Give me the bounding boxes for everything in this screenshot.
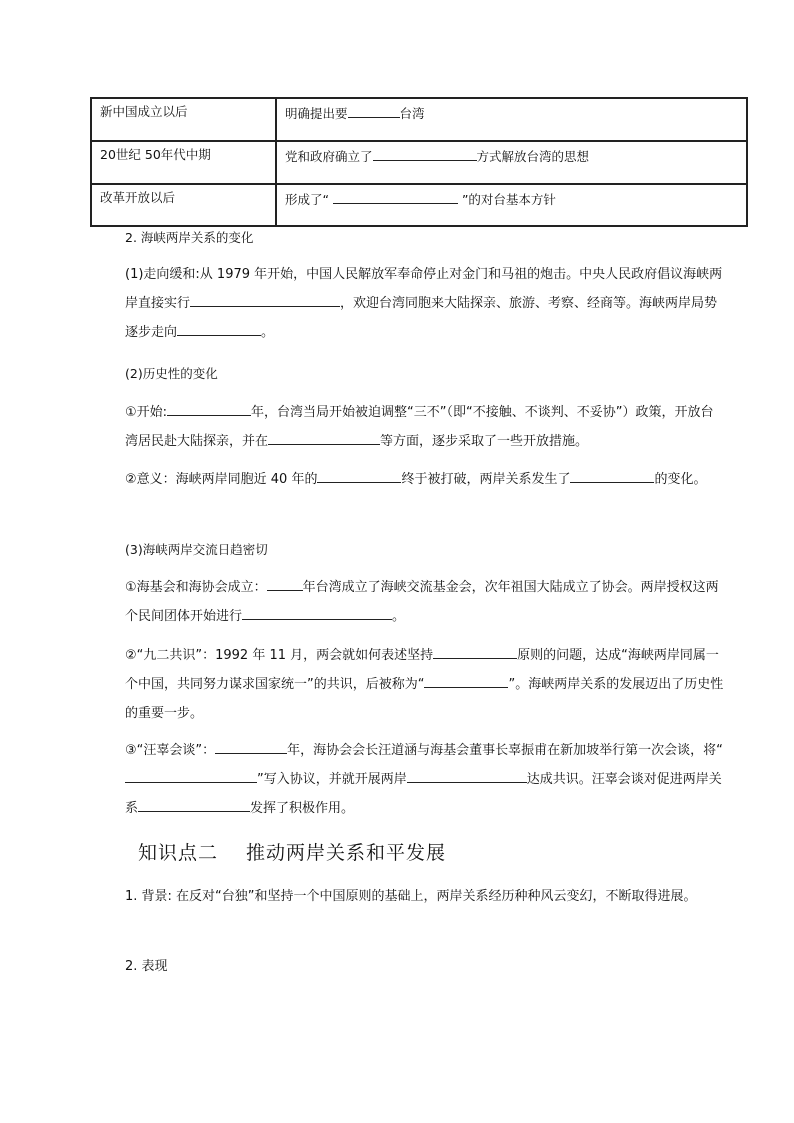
history-table <box>90 97 748 227</box>
table-row <box>91 98 747 141</box>
table-cell-content <box>276 141 747 184</box>
knowledge-point-title <box>138 838 446 865</box>
paragraph-text: 。 <box>392 609 406 624</box>
fill-blank[interactable] <box>190 292 340 307</box>
fill-blank[interactable] <box>373 146 477 161</box>
paragraph-text: 。 <box>261 325 275 340</box>
section-title-number: 知识点二 <box>138 842 219 864</box>
paragraph-meaning <box>97 465 725 494</box>
table-cell-content <box>276 184 747 226</box>
paragraph-text: ①海基会和海协会成立： <box>125 580 267 595</box>
fill-blank[interactable] <box>424 673 508 688</box>
fill-blank[interactable] <box>268 430 380 445</box>
table-row <box>91 141 747 184</box>
table-cell-period: 改革开放以后 <box>91 184 276 226</box>
paragraph-text: 达成共识。汪辜会谈对促进两岸关系 <box>125 772 722 816</box>
paragraph-text: ，欢迎台湾同胞来大陆探亲、旅游、考察、经商等。海峡两岸局势逐步走向 <box>125 296 718 340</box>
fill-blank[interactable] <box>167 401 251 416</box>
paragraph-performance: 2. 表现 <box>125 959 168 974</box>
paragraph-orgs <box>97 573 725 631</box>
paragraph-text: 等方面，逐步采取了一些开放措施。 <box>380 434 589 449</box>
fill-blank[interactable] <box>177 321 261 336</box>
cell-text: 台湾 <box>399 106 425 121</box>
table-cell-period: 新中国成立以后 <box>91 98 276 141</box>
fill-blank[interactable] <box>267 576 303 591</box>
table-cell-period: 20世纪 50年代中期 <box>91 141 276 184</box>
fill-blank[interactable] <box>125 768 257 783</box>
paragraph-text: 年，台湾当局开始被迫调整“三不”（即“不接触、不谈判、不妥协”）政策，开放台湾居民赴大陆探亲，并在 <box>125 405 714 449</box>
paragraph-text: ”。海峡两岸关系的发展迈出了历史性的重要一步。 <box>125 677 724 721</box>
fill-blank[interactable] <box>215 739 287 754</box>
paragraph-text: 终于被打破，两岸关系发生了 <box>401 472 571 487</box>
cell-text: 形成了“ <box>285 192 329 207</box>
cell-text: 党和政府确立了 <box>285 149 373 164</box>
fill-blank[interactable] <box>242 605 392 620</box>
paragraph-background: 1. 背景: 在反对“台独”和坚持一个中国原则的基础上，两岸关系经历种种风云变幻，不断取得进展。 <box>125 889 697 904</box>
fill-blank[interactable] <box>348 103 400 118</box>
fill-blank[interactable] <box>317 468 401 483</box>
section-heading: 2. 海峡两岸关系的变化 <box>125 230 254 245</box>
cell-text: 明确提出要 <box>285 106 348 121</box>
paragraph-text: ②“九二共识”：1992 年 11 月，两会就如何表述坚持 <box>125 648 434 663</box>
paragraph-text: ①开始: <box>125 405 168 420</box>
cell-text: 方式解放台湾的思想 <box>476 149 590 164</box>
subsection-heading: (3)海峡两岸交流日趋密切 <box>125 542 268 557</box>
paragraph-start <box>97 398 725 456</box>
paragraph-text: 从 1979 年开始，中国人民解放军奉命停止对金门和马祖的炮击。中央人民政府倡议海峡两岸直接实行 <box>125 267 723 311</box>
table-row <box>91 184 747 226</box>
paragraph-text: ”写入协议，并就开展两岸 <box>257 772 407 787</box>
paragraph-text: 的变化。 <box>654 472 707 487</box>
paragraph-text: 发挥了积极作用。 <box>250 801 355 816</box>
table-cell-content <box>276 98 747 141</box>
fill-blank[interactable] <box>138 797 250 812</box>
paragraph-text: 年台湾成立了海峡交流基金会，次年祖国大陆成立了协会。两岸授权这两个民间团体开始进行 <box>125 580 719 624</box>
section-title-text: 推动两岸关系和平发展 <box>246 842 447 864</box>
fill-blank[interactable] <box>333 189 458 204</box>
fill-blank[interactable] <box>570 468 654 483</box>
paragraph-consensus <box>97 641 725 728</box>
paragraph-text: 原则的问题，达成“海峡两岸同属一个中国，共同努力谋求国家统一”的共识，后被称为“ <box>125 648 719 692</box>
subsection-heading: (2)历史性的变化 <box>125 366 218 381</box>
cell-text: ”的对台基本方针 <box>461 192 556 207</box>
paragraph-title: (1)走向缓和: <box>125 267 200 282</box>
paragraph-text: 年，海协会会长汪道涵与海基会董事长辜振甫在新加坡举行第一次会谈，将“ <box>287 743 723 758</box>
paragraph-talks <box>97 736 725 823</box>
paragraph-ease <box>97 260 725 347</box>
paragraph-text: ②意义：海峡两岸同胞近 40 年的 <box>125 472 318 487</box>
paragraph-text: ③“汪辜会谈”： <box>125 743 216 758</box>
fill-blank[interactable] <box>407 768 527 783</box>
fill-blank[interactable] <box>433 644 517 659</box>
